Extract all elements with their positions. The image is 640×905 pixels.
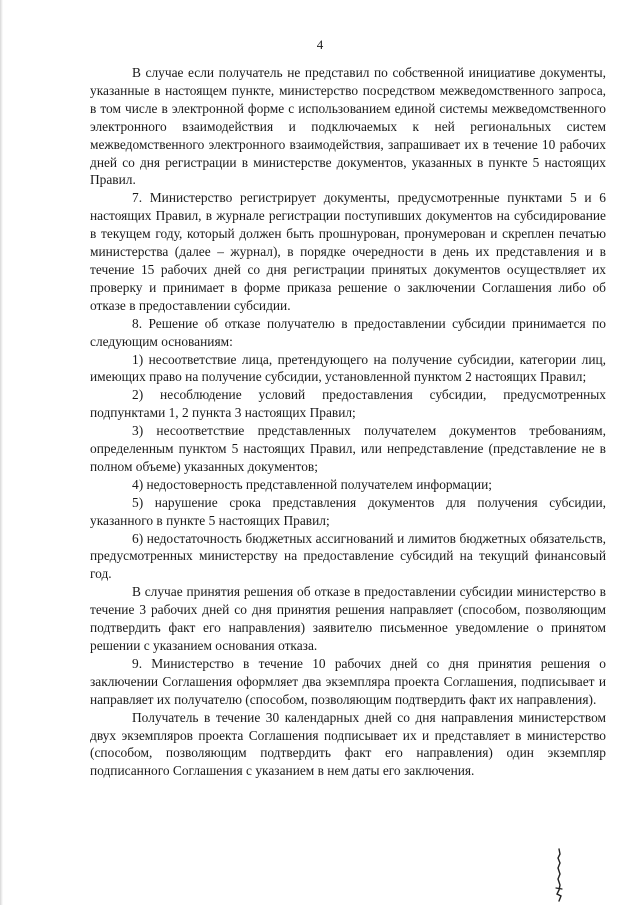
- paragraph-reason-2: 2) несоблюдение условий предоставления субсидии, предусмотренных подпунктами 1, 2 пункта 3 настоящих Правил;: [90, 387, 606, 421]
- paragraph-item-9: 9. Министерство в течение 10 рабочих дней со дня принятия решения о заключении Соглашения оформляет два экземпляра проекта Соглашения, подписывает и направляет их получателю (способом, позволяющим подтвердить факт их направления).: [90, 655, 606, 707]
- document-body: [90, 64, 606, 780]
- paragraph-recipient-signing: Получатель в течение 30 календарных дней со дня направления министерством двух экземпляров проекта Соглашения подписывает их и представляет в министерство (способом, позволяющим подтвердить факт его направления) один экземпляр подписанного Соглашения с указанием в нем даты его заключения.: [90, 709, 606, 779]
- paragraph-reason-6: 6) недостаточность бюджетных ассигнований и лимитов бюджетных обязательств, предусмотренных министерству на предоставление субсидий на текущий финансовый год.: [90, 530, 606, 582]
- paragraph-item-8: 8. Решение об отказе получателю в предоставлении субсидии принимается по следующим основаниям:: [90, 315, 606, 349]
- binding-stamp-mark: [551, 848, 567, 902]
- paragraph-request-documents: В случае если получатель не представил по собственной инициативе документы, указанные в настоящем пункте, министерство посредством межведомственного запроса, в том числе в электронной форме с использованием единой системы межведомственного электронного взаимодействия и подключаемых к ней региональных систем межведомственного электронного взаимодействия, запрашивает их в течение 10 рабочих дней со дня регистрации в министерстве документов, указанных в пункте 5 настоящих Правил.: [90, 65, 606, 188]
- paragraph-item-7: 7. Министерство регистрирует документы, предусмотренные пунктами 5 и 6 настоящих Правил, в журнале регистрации поступивших документов на субсидирование в текущем году, который должен быть прошнурован, пронумерован и скреплен печатью министерства (далее – журнал), в порядке очередности в день их представления и в течение 15 рабочих дней со дня регистрации принятых документов осуществляет их проверку и принимает в форме приказа решение о заключении Соглашения либо об отказе в предоставлении субсидии.: [90, 190, 606, 313]
- paragraph-reason-3: 3) несоответствие представленных получателем документов требованиям, определенным пунктом 5 настоящих Правил, или непредставление (представление не в полном объеме) указанных документов;: [90, 423, 606, 474]
- page-number: 4: [316, 37, 324, 52]
- paragraph-reason-1: 1) несоответствие лица, претендующего на получение субсидии, категории лиц, имеющих право на получение субсидии, установленной пунктом 2 настоящих Правил;: [90, 351, 606, 385]
- paragraph-reason-5: 5) нарушение срока представления документов для получения субсидии, указанного в пункте 5 настоящих Правил;: [90, 494, 606, 528]
- paragraph-reason-4: 4) недостоверность представленной получателем информации;: [132, 476, 492, 492]
- paragraph-refusal-notice: В случае принятия решения об отказе в предоставлении субсидии министерство в течение 3 рабочих дней со дня принятия решения направляет (способом, позволяющим подтвердить факт его направления) заявителю письменное уведомление о принятом решении с указанием основания отказа.: [90, 584, 606, 653]
- scan-edge-shadow: [0, 0, 3, 905]
